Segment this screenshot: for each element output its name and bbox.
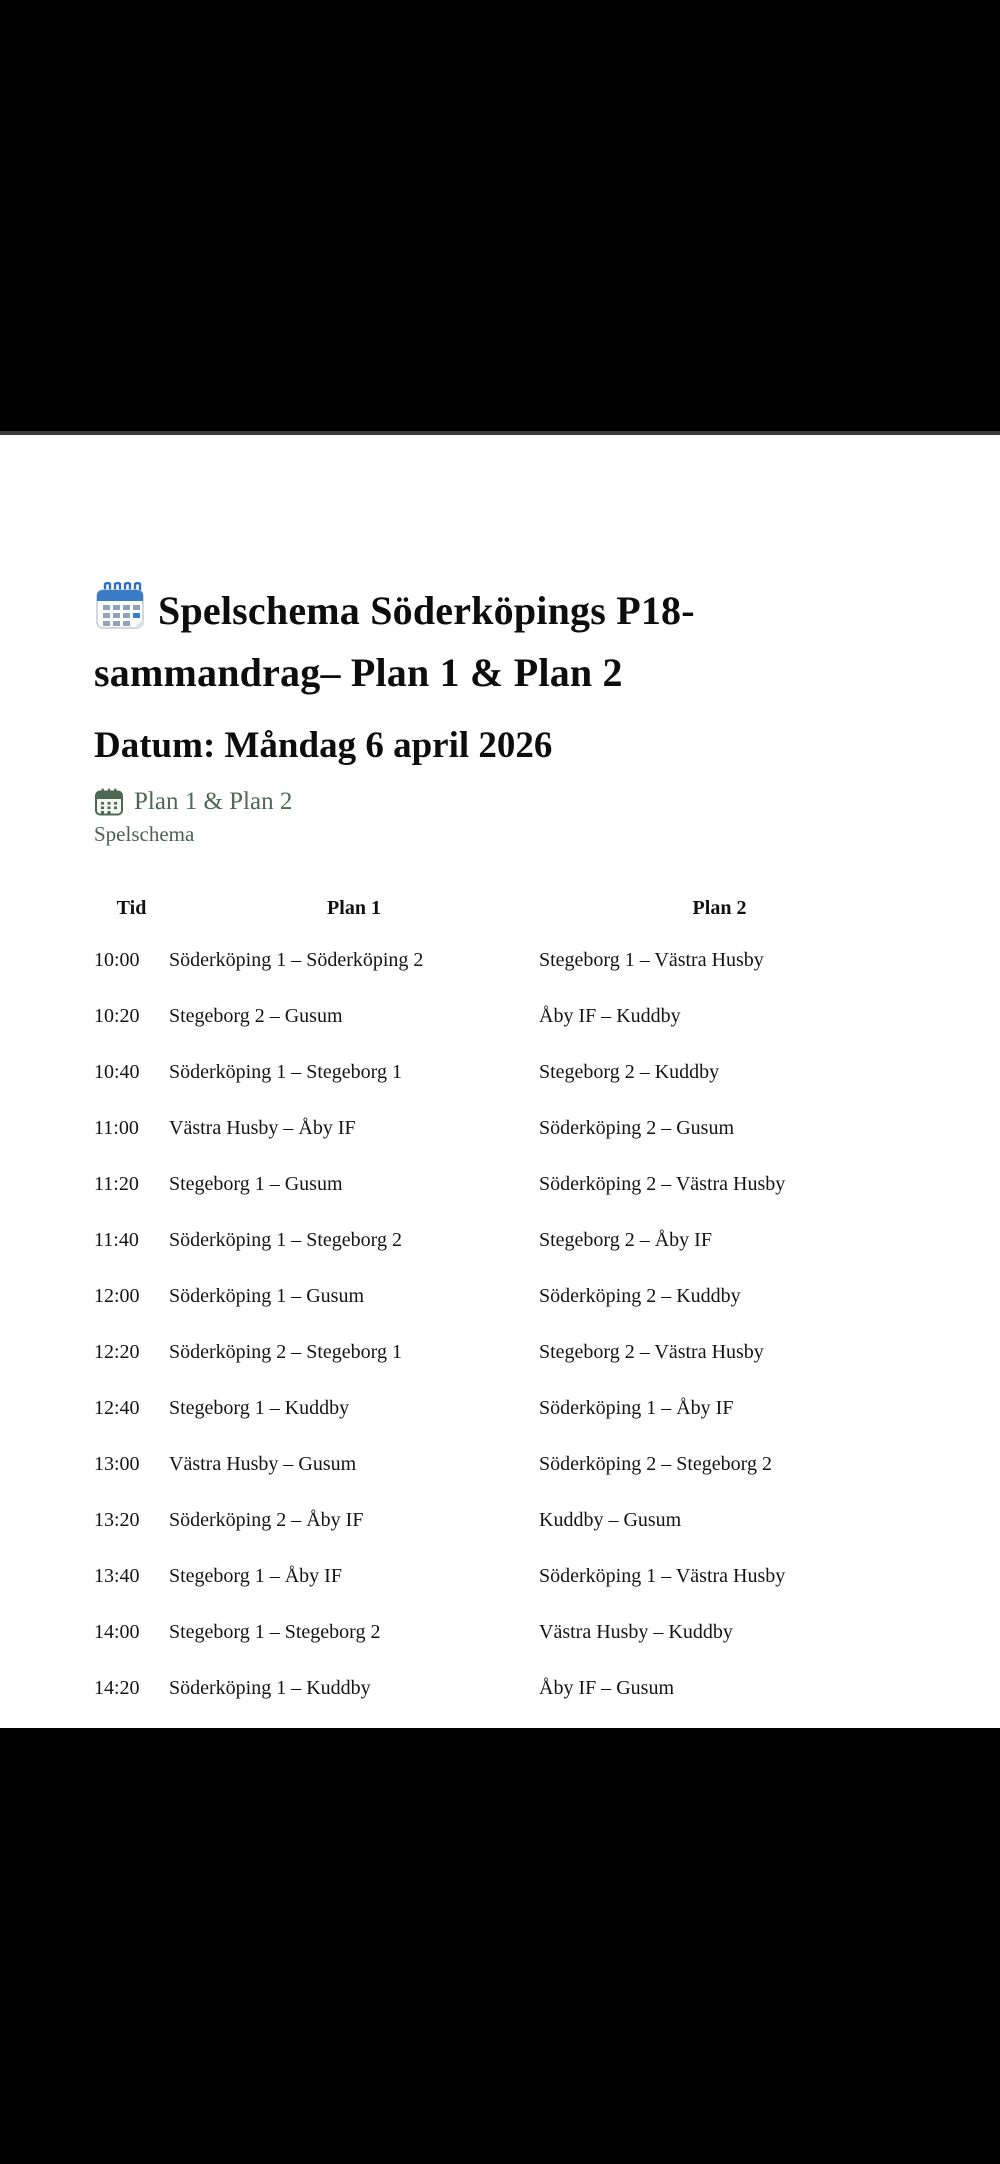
plan1-match-cell: Söderköping 1 – Söderköping 2 <box>169 948 424 971</box>
time-cell: 14:00 <box>94 1620 140 1643</box>
table-row <box>94 1212 900 1268</box>
plan1-match-cell: Söderköping 1 – Kuddby <box>169 1676 371 1699</box>
plan2-match-cell: Stegeborg 2 – Kuddby <box>539 1060 720 1083</box>
time-cell: 13:40 <box>94 1564 140 1587</box>
page-title <box>94 580 960 704</box>
time-cell: 11:40 <box>94 1228 139 1251</box>
plan2-match-cell: Söderköping 1 – Västra Husby <box>539 1564 786 1587</box>
plan1-match-cell: Stegeborg 1 – Kuddby <box>169 1396 350 1419</box>
plan2-match-cell: Kuddby – Gusum <box>539 1508 682 1531</box>
plan2-match-cell: Åby IF – Gusum <box>539 1676 675 1699</box>
table-row <box>94 932 900 988</box>
plan2-match-cell: Söderköping 2 – Gusum <box>539 1116 734 1139</box>
time-cell: 13:00 <box>94 1452 140 1475</box>
title-line-1: Spelschema Söderköpings P18- <box>158 588 695 633</box>
plan-attachment-link[interactable] <box>94 784 960 848</box>
date-heading: Datum: Måndag 6 april 2026 <box>94 725 553 766</box>
table-row <box>94 1604 900 1660</box>
column-header-plan1: Plan 1 <box>327 896 381 919</box>
table-row <box>94 1100 900 1156</box>
title-line-2: sammandrag– Plan 1 & Plan 2 <box>94 650 623 695</box>
table-row <box>94 1044 900 1100</box>
plan2-match-cell: Söderköping 2 – Västra Husby <box>539 1172 786 1195</box>
table-row <box>94 1548 900 1604</box>
table-row <box>94 1324 900 1380</box>
plan1-match-cell: Stegeborg 1 – Stegeborg 2 <box>169 1620 381 1643</box>
time-cell: 12:00 <box>94 1284 140 1307</box>
time-cell: 13:20 <box>94 1508 140 1531</box>
table-row <box>94 1436 900 1492</box>
time-cell: 10:40 <box>94 1060 140 1083</box>
plan2-match-cell: Söderköping 2 – Stegeborg 2 <box>539 1452 772 1475</box>
plan2-match-cell: Stegeborg 1 – Västra Husby <box>539 948 764 971</box>
plan2-match-cell: Västra Husby – Kuddby <box>539 1620 733 1643</box>
time-cell: 12:20 <box>94 1340 140 1363</box>
plan1-match-cell: Söderköping 2 – Stegeborg 1 <box>169 1340 402 1363</box>
plan2-match-cell: Stegeborg 2 – Åby IF <box>539 1228 712 1251</box>
plan2-match-cell: Söderköping 2 – Kuddby <box>539 1284 741 1307</box>
table-row <box>94 1156 900 1212</box>
plan1-match-cell: Söderköping 1 – Gusum <box>169 1284 364 1307</box>
time-cell: 10:20 <box>94 1004 140 1027</box>
table-row <box>94 1380 900 1436</box>
plan1-match-cell: Stegeborg 2 – Gusum <box>169 1004 343 1027</box>
attachment-title: Plan 1 & Plan 2 <box>134 788 293 815</box>
table-row <box>94 1660 900 1716</box>
plan1-match-cell: Västra Husby – Gusum <box>169 1452 357 1475</box>
document-page <box>0 435 1000 1728</box>
plan1-match-cell: Stegeborg 1 – Gusum <box>169 1172 343 1195</box>
time-cell: 12:40 <box>94 1396 140 1419</box>
title-calendar-icon <box>94 582 146 630</box>
plan2-match-cell: Åby IF – Kuddby <box>539 1004 681 1027</box>
letterbox-bottom <box>0 1728 1000 2164</box>
time-cell: 10:00 <box>94 948 140 971</box>
table-row <box>94 1492 900 1548</box>
attachment-title-row <box>94 784 960 820</box>
column-header-plan2: Plan 2 <box>692 896 747 919</box>
schedule-table <box>94 884 900 1716</box>
time-cell: 11:00 <box>94 1116 139 1139</box>
table-row <box>94 988 900 1044</box>
column-header-tid: Tid <box>116 896 147 919</box>
letterbox-top <box>0 0 1000 431</box>
attachment-subtitle: Spelschema <box>94 822 195 846</box>
plan1-match-cell: Stegeborg 1 – Åby IF <box>169 1564 342 1587</box>
plan2-match-cell: Stegeborg 2 – Västra Husby <box>539 1340 764 1363</box>
time-cell: 14:20 <box>94 1676 140 1699</box>
table-header-row <box>94 884 900 932</box>
table-row <box>94 1268 900 1324</box>
plan1-match-cell: Västra Husby – Åby IF <box>169 1116 356 1139</box>
plan1-match-cell: Söderköping 2 – Åby IF <box>169 1508 364 1531</box>
plan1-match-cell: Söderköping 1 – Stegeborg 2 <box>169 1228 402 1251</box>
attachment-calendar-icon <box>94 787 124 817</box>
plan2-match-cell: Söderköping 1 – Åby IF <box>539 1396 734 1419</box>
time-cell: 11:20 <box>94 1172 139 1195</box>
plan1-match-cell: Söderköping 1 – Stegeborg 1 <box>169 1060 402 1083</box>
